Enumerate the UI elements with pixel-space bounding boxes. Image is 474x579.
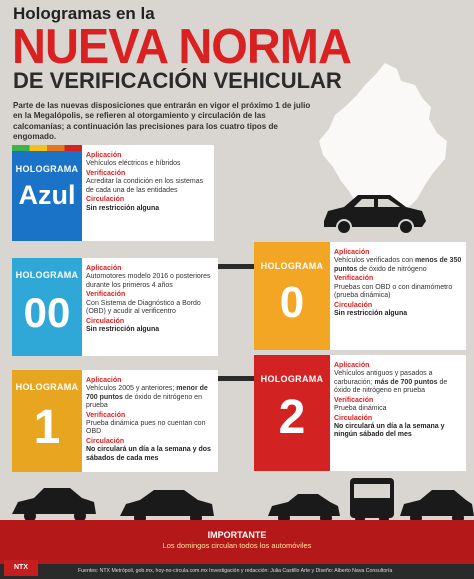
00-verificacion-heading: Verificación — [86, 291, 126, 299]
hologram-2-label: HOLOGRAMA — [260, 374, 324, 384]
hologram-00-name: 00 — [23, 289, 71, 336]
2-aplicacion-highlight: más de 700 puntos — [374, 378, 438, 386]
hologram-2-name: 2 — [278, 391, 306, 444]
azul-aplicacion-value: Vehículos eléctricos e híbridos — [86, 160, 181, 168]
00-verificacion-value: Con Sistema de Diagnóstico a Bordo (OBD) y acudir al verificentro — [86, 299, 201, 315]
hologram-00-block — [12, 258, 82, 356]
0-aplicacion-text: Vehículos verificados con — [334, 257, 415, 265]
2-aplicacion-text: Vehículos antiguos y pasados a carburación; — [334, 370, 433, 386]
2-circulacion-value: No circulará un día a la semana y ningún sábado del mes — [334, 423, 445, 439]
hologram-0-label: HOLOGRAMA — [260, 261, 324, 271]
1-aplicacion-heading: Aplicación — [86, 377, 122, 384]
2-aplicacion-text-end: de óxido de nitrógeno en prueba — [334, 378, 448, 394]
1-aplicacion-text: Vehículos 2005 y anteriores; — [86, 385, 177, 393]
azul-circulacion-heading: Circulación — [86, 196, 125, 204]
hologram-0-name: 0 — [279, 278, 305, 327]
hologram-1-name: 1 — [33, 401, 61, 454]
page-title: NUEVA NORMA — [12, 17, 351, 74]
hologram-1-details — [86, 377, 214, 463]
hologram-0-block — [254, 242, 330, 350]
hologram-azul-label: HOLOGRAMA — [15, 164, 79, 174]
footer-credits: Fuentes: NTX Metrópoli, gob.mx, hoy-no-circula.com.mx Investigación y redacción: Julia Castillo Arte y Diseño: Alberto Nava Consultoría — [0, 564, 474, 579]
intro-text: Parte de las nuevas disposiciones que entrarán en vigor el próximo 1 de julio en la Megalópolis, se refieren al otorgamiento y circulación de las calcomanías; a continuación las precisiones para los cuatro tipos de engomado. — [13, 101, 311, 142]
1-verificacion-heading: Verificación — [86, 411, 126, 419]
hologram-0-details — [334, 249, 462, 318]
00-circulacion-heading: Circulación — [86, 317, 125, 325]
azul-verificacion-heading: Verificación — [86, 170, 126, 178]
1-aplicacion-highlight: menor de 700 puntos — [86, 385, 208, 401]
0-aplicacion-text-end: de óxido de nitrógeno — [357, 265, 427, 273]
hologram-azul-details — [86, 152, 210, 213]
azul-circulacion-value: Sin restricción alguna — [86, 204, 160, 212]
hologram-azul-name: Azul — [18, 180, 76, 210]
azul-top-stripe — [12, 145, 82, 151]
header-top-line: Hologramas en la — [13, 4, 155, 23]
1-circulacion-heading: Circulación — [86, 438, 125, 446]
0-verificacion-value: Pruebas con OBD o con dinamómetro (prueba dinámica) — [334, 283, 453, 299]
00-circulacion-value: Sin restricción alguna — [86, 326, 160, 334]
1-verificacion-value: Prueba dinámica pues no cuentan con OBD — [86, 419, 206, 436]
important-title: IMPORTANTE — [207, 530, 267, 540]
0-circulacion-heading: Circulación — [334, 301, 373, 309]
hologram-azul-block — [12, 145, 82, 241]
2-aplicacion-heading: Aplicación — [334, 362, 370, 369]
ntx-logo: NTX — [4, 560, 38, 576]
hologram-1-block — [12, 370, 82, 472]
hologram-2-details — [334, 362, 462, 440]
0-aplicacion-highlight: menos de 350 puntos — [334, 257, 462, 273]
azul-aplicacion-heading: Aplicación — [86, 152, 122, 159]
page-subtitle: DE VERIFICACIÓN VEHICULAR — [13, 68, 342, 93]
hologram-00-label: HOLOGRAMA — [15, 270, 79, 280]
hologram-1-label: HOLOGRAMA — [15, 382, 79, 392]
0-circulacion-value: Sin restricción alguna — [334, 310, 408, 318]
1-aplicacion-text-end: de óxido de nitrógeno en prueba — [86, 393, 202, 409]
important-banner — [0, 520, 474, 564]
car-icon — [318, 187, 430, 237]
2-verificacion-value: Prueba dinámica — [334, 404, 387, 412]
connector-1 — [218, 376, 254, 381]
connector-00 — [218, 264, 254, 269]
hologram-2-block — [254, 355, 330, 471]
important-text: Los domingos circulan todos los automóviles — [162, 541, 312, 550]
1-circulacion-value: No circulará un día a la semana y dos sábados de cada mes — [86, 446, 211, 462]
2-verificacion-heading: Verificación — [334, 396, 374, 404]
hologram-00-details — [86, 265, 214, 334]
0-aplicacion-heading: Aplicación — [334, 249, 370, 256]
00-aplicacion-heading: Aplicación — [86, 265, 122, 272]
azul-verificacion-value: Acreditar la condición en los sistemas de cada una de las entidades — [86, 178, 204, 194]
00-aplicacion-value: Automotores modelo 2016 o posteriores durante los primeros 4 años — [86, 273, 211, 289]
0-verificacion-heading: Verificación — [334, 275, 374, 283]
2-circulacion-heading: Circulación — [334, 414, 373, 422]
